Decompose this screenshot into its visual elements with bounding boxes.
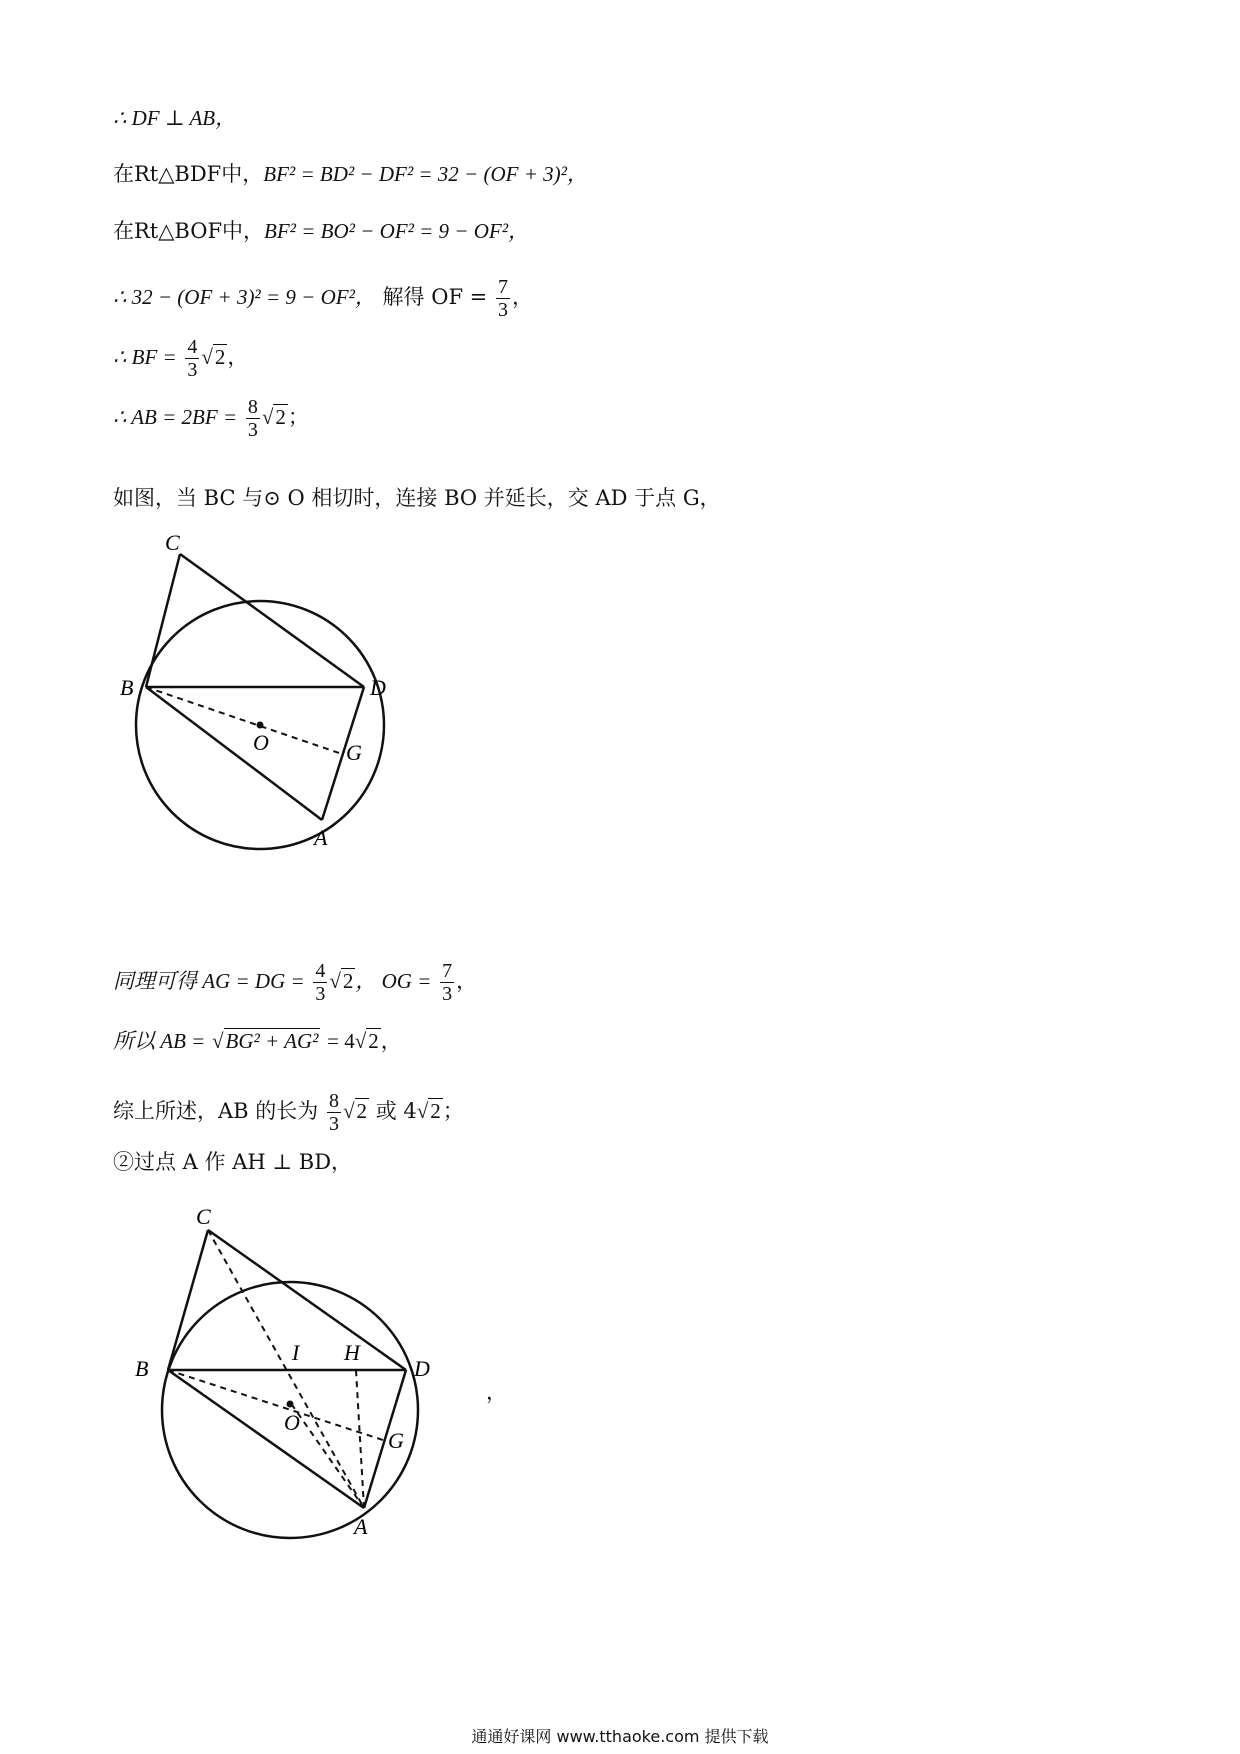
line-ab-second: 所以 AB = √BG² + AG² = 4√2， (113, 1029, 402, 1053)
line-ag-dg: 同理可得 AG = DG = $\frac{4}{3}$ √2， OG = $\frac{7}{3}$ ， (113, 960, 478, 1005)
fraction: $\frac{8}{3}$ (247, 396, 258, 441)
label-b: B (135, 1356, 149, 1381)
line-bf: ∴ BF = $\frac{4}{3}$ √2， (113, 336, 249, 381)
label-g: G (388, 1428, 404, 1453)
trailing-comma: ， (486, 1380, 507, 1404)
label-h: H (344, 1340, 360, 1365)
segment-bg-dashed (146, 687, 342, 754)
label-d: D (370, 675, 386, 700)
label-a: A (354, 1514, 368, 1539)
label-a: A (314, 825, 328, 850)
label-c: C (196, 1204, 211, 1229)
figure-2-circle-diagram (130, 1190, 470, 1560)
segment-ah-dashed (356, 1370, 364, 1508)
segment-ao-dashed (290, 1402, 364, 1508)
figure-1-circle-diagram (120, 520, 440, 880)
footer-watermark: 通通好课网 www.tthaoke.com 提供下载 (471, 1727, 769, 1746)
sqrt: √2 (354, 1029, 379, 1053)
sqrt: √2 (329, 969, 354, 993)
fraction: $\frac{7}{3}$ (442, 960, 453, 1005)
label-c: C (165, 530, 180, 555)
line-rt-bdf: 在Rt△BDF中，BF² = BD² − DF² = 32 − (OF + 3)²， (113, 162, 588, 186)
label-g: G (346, 740, 362, 765)
segment-cd (208, 1230, 406, 1370)
line-tangent-case: 如图，当 BC 与⊙ O 相切时，连接 BO 并延长，交 AD 于点 G， (113, 486, 721, 510)
line-rt-bof: 在Rt△BOF中，BF² = BO² − OF² = 9 − OF²， (113, 219, 530, 243)
segment-bc (168, 1230, 208, 1370)
fraction: $\frac{7}{3}$ (497, 276, 508, 321)
segment-ba (168, 1370, 364, 1508)
label-i: I (292, 1340, 300, 1365)
sqrt: √BG² + AG² (212, 1029, 319, 1053)
sqrt: √2 (416, 1099, 441, 1123)
fraction: $\frac{4}{3}$ (187, 336, 198, 381)
line-summary: 综上所述，AB 的长为 $\frac{8}{3}$ √2 或 4√2； (113, 1090, 464, 1135)
segment-ba (146, 687, 322, 820)
segment-bc (146, 554, 180, 687)
sqrt: √2 (261, 405, 286, 429)
fraction: $\frac{8}{3}$ (328, 1090, 339, 1135)
point-o (287, 1401, 294, 1408)
label-d: D (414, 1356, 430, 1381)
sqrt: √2 (342, 1099, 367, 1123)
segment-cd (180, 554, 364, 687)
line-df-perp-ab: ∴ DF ⊥ AB， (113, 106, 237, 130)
line-part-two: ②过点 A 作 AH ⊥ BD， (113, 1150, 353, 1174)
segment-bg-dashed (168, 1370, 386, 1441)
label-o: O (284, 1410, 300, 1435)
sqrt: √2 (201, 345, 226, 369)
point-o (257, 722, 264, 729)
line-ab-first: ∴ AB = 2BF = $\frac{8}{3}$ √2； (113, 396, 309, 441)
label-o: O (253, 730, 269, 755)
label-b: B (120, 675, 134, 700)
line-solve-of: ∴ 32 − (OF + 3)² = 9 − OF²， 解得 OF = $\frac{7}{3}$ ， (113, 276, 533, 321)
fraction: $\frac{4}{3}$ (315, 960, 326, 1005)
